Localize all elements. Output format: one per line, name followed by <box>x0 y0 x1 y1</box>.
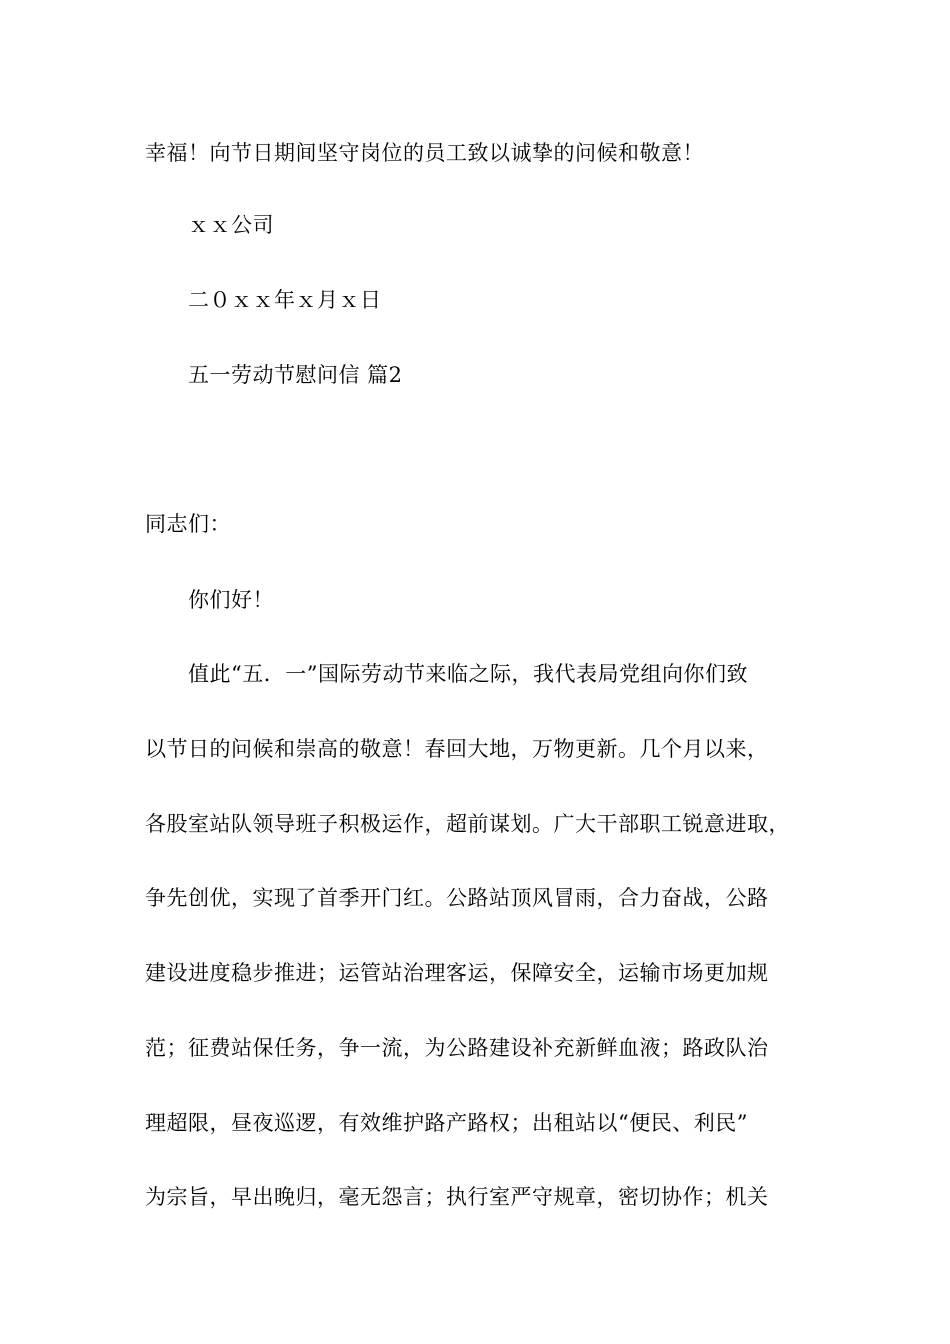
signature-date: 二０ｘｘ年ｘ月ｘ日 <box>188 288 382 312</box>
salutation: 同志们： <box>145 512 231 536</box>
greeting: 你们好！ <box>188 588 274 612</box>
paragraph-line: 值此“五．一”国际劳动节来临之际，我代表局党组向你们致 <box>188 662 748 686</box>
paragraph-line: 为宗旨，早出晚归，毫无怨言；执行室严守规章，密切协作；机关 <box>145 1185 769 1209</box>
paragraph-line: 范；征费站保任务，争一流，为公路建设补充新鲜血液；路政队治 <box>145 1036 769 1060</box>
paragraph-line: 建设进度稳步推进；运管站治理客运，保障安全，运输市场更加规 <box>145 961 769 985</box>
signature-company: ｘｘ公司 <box>188 213 274 237</box>
paragraph-line: 理超限，昼夜巡逻，有效维护路产路权；出租站以“便民、利民” <box>145 1111 748 1135</box>
text-line-closing: 幸福！向节日期间坚守岗位的员工致以诚挚的问候和敬意！ <box>145 141 704 165</box>
paragraph-line: 争先创优，实现了首季开门红。公路站顶风冒雨，合力奋战，公路 <box>145 886 769 910</box>
paragraph-line: 以节日的问候和崇高的敬意！春回大地，万物更新。几个月以来， <box>145 737 769 761</box>
paragraph-line: 各股室站队领导班子积极运作，超前谋划。广大干部职工锐意进取， <box>145 812 790 836</box>
section-title: 五一劳动节慰问信 篇2 <box>188 363 403 387</box>
